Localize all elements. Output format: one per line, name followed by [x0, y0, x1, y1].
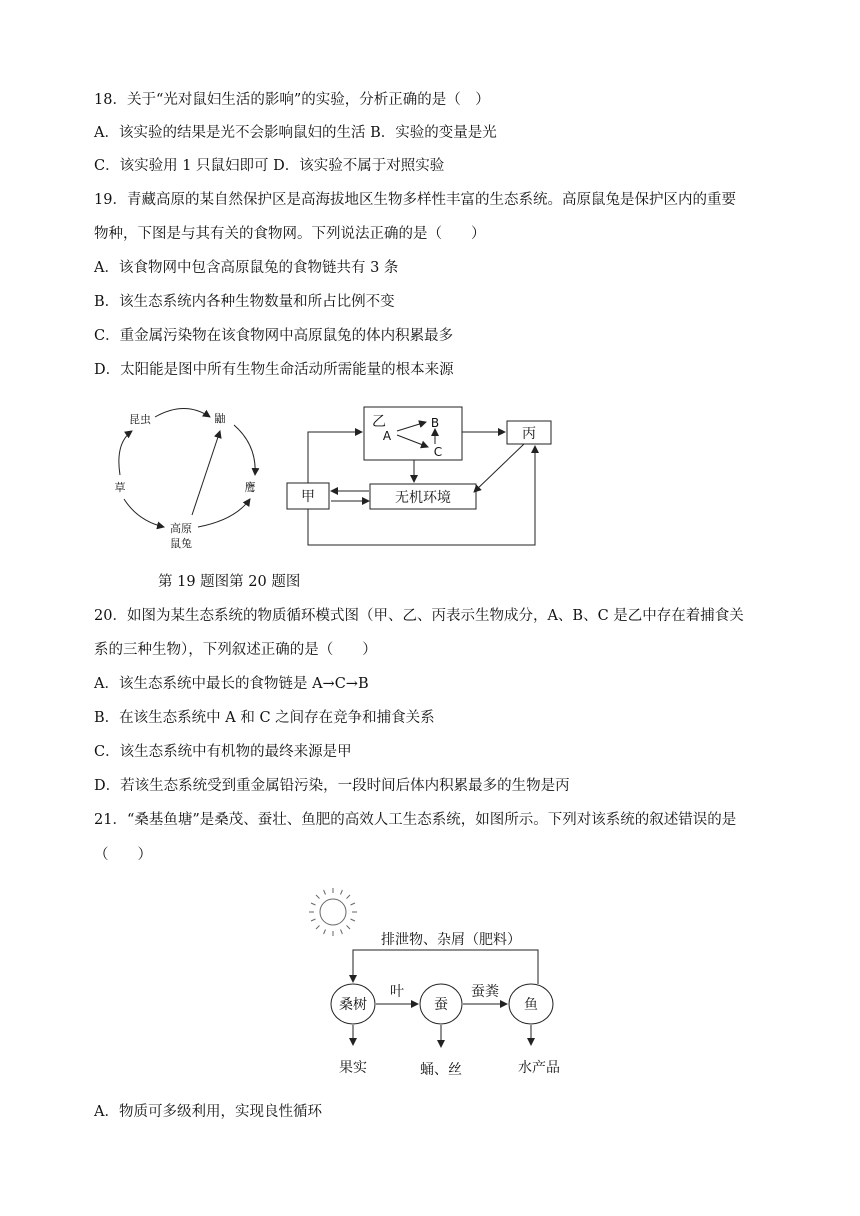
q20-option-b: B．在该生态系统中 A 和 C 之间存在竞争和捕食关系	[94, 710, 435, 726]
label-fruit: 果实	[339, 1060, 367, 1076]
q20-stem-line1: 20．如图为某生态系统的物质循环模式图（甲、乙、丙表示生物成分，A、B、C 是乙中存在着捕食关	[94, 608, 744, 624]
arrow-pika-to-falcon	[192, 431, 220, 515]
q19-option-c: C．重金属污染物在该食物网中高原鼠兔的体内积累最多	[94, 328, 454, 344]
label-pupa-silk: 蛹、丝	[420, 1062, 462, 1078]
q20-option-a: A．该生态系统中最长的食物链是 A→C→B	[94, 676, 369, 692]
arrow-a-to-c	[397, 435, 428, 447]
q20-option-c: C．该生态系统中有机物的最终来源是甲	[94, 744, 352, 760]
label-leaf: 叶	[390, 984, 404, 1000]
q18-options-ab: A．该实验的结果是光不会影响鼠妇的生活 B．实验的变量是光	[94, 125, 497, 141]
label-jia: 甲	[301, 489, 315, 505]
organism-pika-line2: 鼠兔	[170, 537, 192, 550]
label-a: A	[382, 429, 392, 443]
arrow-grass-to-pika	[124, 499, 164, 527]
arrow-fish-to-mulberry	[353, 950, 538, 984]
q21-stem-line1: 21．“桑基鱼塘”是桑茂、蚕壮、鱼肥的高效人工生态系统，如图所示。下列对该系统的叙述错误的是	[94, 812, 737, 828]
q19-option-a: A．该食物网中包含高原鼠兔的食物链共有 3 条	[94, 260, 399, 276]
label-c: C	[433, 445, 443, 459]
organism-pika-line1: 高原	[170, 522, 192, 535]
material-cycle-figure	[280, 400, 570, 550]
arrow-insect-to-falcon	[155, 409, 210, 418]
q19-stem-line1: 19．青藏高原的某自然保护区是高海拔地区生物多样性丰富的生态系统。高原鼠兔是保护区内的重要	[94, 192, 736, 208]
label-bing: 丙	[522, 426, 536, 442]
arrow-jia-to-yi	[308, 432, 362, 483]
arrow-grass-to-insect	[119, 431, 132, 475]
q20-option-d: D．若该生态系统受到重金属铅污染，一段时间后体内积累最多的生物是丙	[94, 778, 570, 794]
label-b: B	[430, 416, 440, 430]
arrow-pika-to-hawk	[198, 499, 250, 527]
label-aquatic-products: 水产品	[518, 1060, 560, 1076]
label-fertilizer: 排泄物、杂屑（肥料）	[381, 932, 521, 948]
q19-option-b: B．该生态系统内各种生物数量和所占比例不变	[94, 294, 395, 310]
mulberry-fish-pond-figure	[305, 885, 575, 1085]
figure-caption: 第 19 题图第 20 题图	[158, 574, 301, 590]
food-web-figure	[100, 395, 280, 555]
organism-insect: 昆虫	[129, 413, 151, 426]
organism-hawk: 鹰	[244, 481, 256, 494]
q19-option-d: D．太阳能是图中所有生物生命活动所需能量的根本来源	[94, 362, 454, 378]
q19-stem-line2: 物种，下图是与其有关的食物网。下列说法正确的是（ ）	[94, 226, 486, 242]
q20-stem-line2: 系的三种生物），下列叙述正确的是（ ）	[94, 642, 377, 658]
label-inorganic-env: 无机环境	[395, 490, 451, 506]
label-mulberry: 桑树	[339, 997, 367, 1013]
q21-stem-line2: （ ）	[94, 847, 152, 863]
arrow-a-to-b	[397, 422, 426, 431]
q21-option-a: A．物质可多级利用，实现良性循环	[94, 1104, 322, 1120]
label-silkworm: 蚕	[434, 997, 448, 1013]
q18-stem: 18．关于“光对鼠妇生活的影响”的实验，分析正确的是（ ）	[94, 92, 490, 108]
label-droppings: 蚕粪	[471, 984, 499, 1000]
arrow-falcon-to-hawk	[234, 425, 255, 475]
organism-grass: 草	[114, 481, 126, 494]
label-yi: 乙	[372, 414, 386, 430]
arrow-bing-to-env	[474, 444, 524, 492]
q18-options-cd: C．该实验用 1 只鼠妇即可 D．该实验不属于对照实验	[94, 158, 445, 174]
organism-falcon: 鼬	[214, 412, 226, 425]
label-fish: 鱼	[524, 997, 538, 1013]
sun-icon	[309, 888, 357, 936]
